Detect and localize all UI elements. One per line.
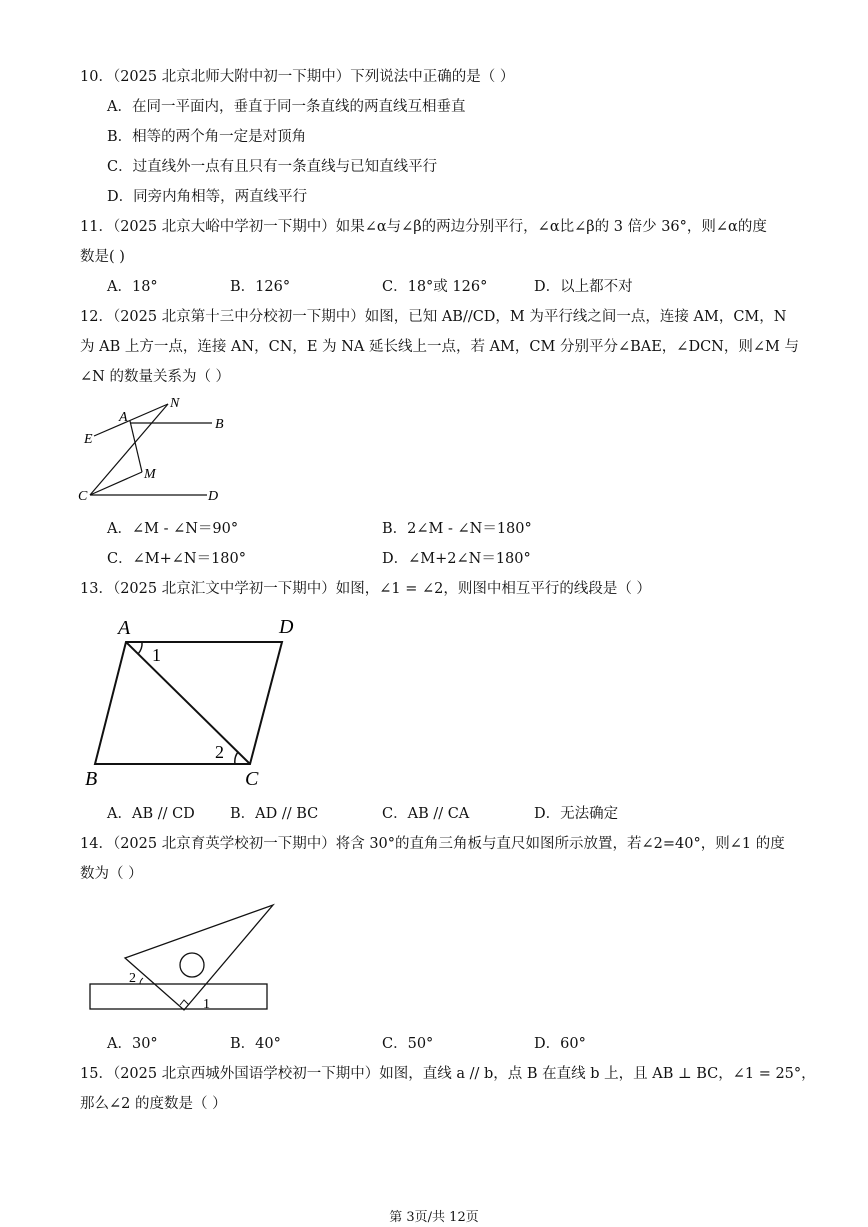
q13-label-angle1: 1 [152, 645, 161, 665]
q14-option-d: D．60° [534, 1036, 586, 1052]
q10-option-b: B．相等的两个角一定是对顶角 [107, 129, 307, 145]
q13-diagonal-ac [126, 642, 250, 764]
q15-stem-line1: 15．（2025 北京西城外国语学校初一下期中）如图，直线 a // b，点 B 在直线 b 上，且 AB ⊥ BC，∠1 = 25°， [80, 1066, 816, 1082]
q12-option-d: D．∠M+2∠N＝180° [382, 551, 531, 567]
q13-option-d: D．无法确定 [534, 806, 619, 822]
q14-option-b: B．40° [230, 1036, 281, 1052]
q13-option-c: C．AB // CA [382, 806, 470, 822]
q13-figure [80, 610, 310, 790]
q12-label-b: B [215, 417, 224, 432]
q12-segment-ne [94, 404, 168, 436]
q12-label-n: N [170, 396, 180, 411]
q12-label-c: C [78, 489, 88, 504]
q10-option-d: D．同旁内角相等，两直线平行 [107, 189, 308, 205]
q14-stem-line2: 数为（ ） [80, 866, 143, 882]
q14-triangle-hole [180, 953, 204, 977]
q12-option-a: A．∠M - ∠N＝90° [107, 521, 239, 537]
q12-figure [72, 392, 242, 507]
q11-stem-line2: 数是( ) [80, 249, 125, 265]
q12-label-d: D [208, 489, 219, 504]
q13-angle-2-arc [235, 752, 238, 764]
q14-stem-line1: 14．（2025 北京育英学校初一下期中）将含 30°的直角三角板与直尺如图所示放置，若∠2=40°，则∠1 的度 [80, 836, 785, 852]
q13-option-b: B．AD // BC [230, 806, 319, 822]
q12-label-a: A [119, 410, 128, 425]
q12-segment-cm [90, 472, 142, 495]
q14-label-angle2: 2 [129, 971, 136, 986]
q12-label-e: E [84, 432, 93, 447]
q13-option-a: A．AB // CD [107, 806, 195, 822]
q14-triangle-board [125, 905, 273, 1010]
q11-option-d: D．以上都不对 [534, 279, 633, 295]
q12-figure-svg [72, 392, 242, 507]
q13-figure-svg [80, 610, 310, 790]
q13-label-b: B [85, 768, 98, 790]
page-footer: 第 3页/共 12页 [389, 1210, 479, 1225]
q11-option-a: A．18° [107, 279, 158, 295]
q13-label-angle2: 2 [215, 742, 224, 762]
q12-option-c: C．∠M+∠N＝180° [107, 551, 247, 567]
q13-label-c: C [245, 768, 259, 790]
q11-option-c: C．18°或 126° [382, 279, 488, 295]
q12-stem-line1: 12．（2025 北京第十三中分校初一下期中）如图，已知 AB//CD，M 为平行线之间一点，连接 AM，CM，N [80, 309, 787, 325]
q12-option-b: B．2∠M - ∠N＝180° [382, 521, 532, 537]
q14-figure [85, 900, 275, 1015]
q13-stem: 13．（2025 北京汇文中学初一下期中）如图，∠1 = ∠2，则图中相互平行的线段是（ ） [80, 581, 651, 597]
q10-stem: 10．（2025 北京北师大附中初一下期中）下列说法中正确的是（ ） [80, 69, 515, 85]
q12-stem-line2: 为 AB 上方一点，连接 AN，CN，E 为 NA 延长线上一点，若 AM，CM 分别平分∠BAE，∠DCN，则∠M 与 [80, 339, 799, 355]
q13-label-a: A [118, 617, 131, 639]
q13-label-d: D [279, 616, 294, 638]
q13-angle-1-arc [138, 642, 142, 654]
q11-stem-line1: 11．（2025 北京大峪中学初一下期中）如果∠α与∠β的两边分别平行，∠α比∠β的 3 倍少 36°，则∠α的度 [80, 219, 767, 235]
q14-label-angle1: 1 [203, 997, 210, 1012]
q14-option-a: A．30° [107, 1036, 158, 1052]
q12-stem-line3: ∠N 的数量关系为（ ） [80, 369, 231, 385]
q12-segment-cn [90, 404, 168, 495]
q10-option-c: C．过直线外一点有且只有一条直线与已知直线平行 [107, 159, 438, 175]
q14-right-angle-mark [180, 1000, 189, 1005]
q14-figure-svg [85, 900, 275, 1015]
q11-option-b: B．126° [230, 279, 291, 295]
q12-label-m: M [144, 467, 156, 482]
q14-angle-2-arc [140, 978, 143, 984]
q15-stem-line2: 那么∠2 的度数是（ ） [80, 1096, 227, 1112]
q10-option-a: A．在同一平面内，垂直于同一条直线的两直线互相垂直 [107, 99, 466, 115]
q14-option-c: C．50° [382, 1036, 434, 1052]
